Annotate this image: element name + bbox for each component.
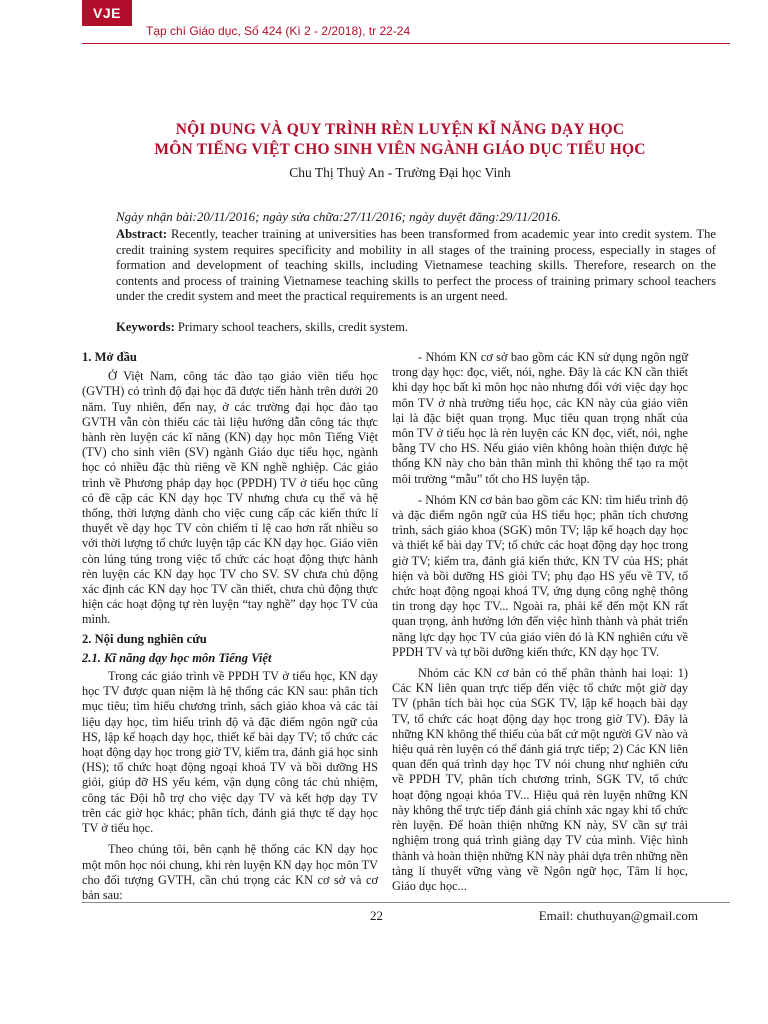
skills-paragraph: Trong các giáo trình về PPDH TV ở tiểu học, KN dạy học TV được quan niệm là hệ thống các KN sau: phân tích mục tiêu; tìm hiểu chương trình, sách giáo khoa và các tài liệu dạy học, tìm hiểu trình độ và đặc điểm ngôn ngữ của HS, lập kế hoạch dạy học, thiết kế bài dạy TV; tổ chức các hoạt động dạy học trong giờ TV, kiểm tra, đánh giá học sinh (HS); tổ chức hoạt động ngoại khoá TV và bồi dưỡng HS giỏi, giúp đỡ HS yếu kém, vận dụng công tác chủ nhiệm, công tác Đội hỗ trợ cho việc dạy TV và kết hợp dạy TV trên các giờ học khác; phân tích, đánh giá thực tế dạy học TV ở tiểu học.	[82, 669, 378, 836]
left-column	[82, 350, 378, 905]
abstract-text: Recently, teacher training at universities has been transformed from academic year into credit system. The credit training system requires specificity and mobility in all stages of the training process, especially in stages of formation and development of teaching skills, including Vietnamese teaching skills. Therefore, research on the contents and process of training Vietnamese teaching skills to perfect the process of training primary school teachers under the credit system and meet the practical requirements is an urgent need.	[116, 227, 716, 304]
keywords-text: Primary school teachers, skills, credit system.	[174, 320, 409, 334]
base-skills-paragraph: - Nhóm KN cơ sở bao gồm các KN sử dụng ngôn ngữ trong dạy học: đọc, viết, nói, nghe. Đây là các KN cần thiết khi dạy học bất kì môn học nào nhưng đối với việc dạy học môn TV ở nhà trường tiểu học, các KN này của giáo viên lại là đặc biệt quan trọng. Mục tiêu quan trọng nhất của môn TV ở tiểu học là rèn luyện các KN đọc, viết, nói, nghe bằng TV cho HS. Nếu giáo viên không hoàn thiện được hệ thống KN này cho bản thân mình thì không thể tạo ra một môi trường “mẫu” tốt cho HS luyện tập.	[392, 350, 688, 486]
abstract	[116, 227, 716, 305]
intro-paragraph: Ở Việt Nam, công tác đào tạo giáo viên tiểu học (GVTH) có trình độ đại học đã được tiến hành trên dưới 20 năm. Tuy nhiên, đến nay, ở các trường đại học đào tạo GVTH vẫn còn thiếu các tài liệu hướng dẫn công tác thực hành rèn luyện các kĩ năng (KN) dạy học môn Tiếng Việt (TV) cho sinh viên (SV) ngành Giáo dục tiểu học, ngành học có nhiều đặc thù riêng về KN nghề nghiệp. Các giáo trình về Phương pháp dạy học (PPDH) TV ở tiểu học cũng có đề cập các KN dạy học TV nhưng chưa cụ thể và hệ thống, thời lượng dành cho việc cung cấp các kiến thức lí thuyết về dạy học TV còn chiếm tỉ lệ cao hơn rất nhiều so với thời lượng tổ chức luyện tập các KN dạy học. Giáo viên còn lúng túng trong việc tổ chức các hoạt động thực hành rèn luyện các KN dạy học TV cho SV. SV chưa chủ động xác định các KN dạy học TV cần thiết, chưa chủ động thực hiện các hoạt động tự rèn luyện “tay nghề” dạy học TV của mình.	[82, 369, 378, 627]
opinion-paragraph: Theo chúng tôi, bên cạnh hệ thống các KN dạy học một môn học nói chung, khi rèn luyện KN dạy học môn TV cho đối tượng GVTH, cần chú trọng các KN cơ sở và cơ bản sau:	[82, 842, 378, 902]
article-title	[80, 120, 720, 160]
section-heading-content: 2. Nội dung nghiên cứu	[82, 631, 207, 646]
author-line: Chu Thị Thuỷ An - Trường Đại học Vinh	[289, 165, 511, 180]
core-skills-paragraph: - Nhóm KN cơ bản bao gồm các KN: tìm hiểu trình độ và đặc điểm ngôn ngữ của HS tiểu học; phân tích chương trình, sách giáo khoa (SGK) môn TV; lập kế hoạch dạy học và thiết kế bài dạy TV; tổ chức các hoạt động dạy học trong giờ TV; kiểm tra, đánh giá kiến thức, KN TV của HS; phát hiện và bồi dưỡng HS giỏi TV; phụ đạo HS yếu về TV, tổ chức hoạt động ngoại khoá TV, ứng dụng công nghệ thông tin trong dạy học TV... Ngoài ra, phải kể đến một KN rất quan trọng, ảnh hưởng lớn đến việc hình thành và phát triển năng lực dạy học TV của giáo viên đó là KN nghiên cứu về PPDH TV và tự bồi dưỡng kiến thức, KN dạy học TV.	[392, 492, 688, 659]
classification-paragraph: Nhóm các KN cơ bản có thể phân thành hai loại: 1) Các KN liên quan trực tiếp đến việc tổ chức một giờ dạy TV (phân tích bài học của SGK TV, lập kế hoạch bài dạy TV, tổ chức các hoạt động dạy học trong giờ TV). Đây là những KN không thể thiếu của bất cứ một người GV nào và hiệu quả rèn luyện có thể đánh giá trực tiếp; 2) Các KN liên quan đến quá trình dạy học TV nói chung như nghiên cứu về PPDH TV, phân tích chương trình, SGK TV, tổ chức hoạt động ngoại khóa TV... Hiệu quả rèn luyện những KN này không thể trực tiếp đánh giá chính xác ngay khi tổ chức rèn luyện. Để hoàn thiện những KN này, SV cần sự trải nghiệm trong quá trình giảng dạy TV của mình. Việc hình thành và hoàn thiện những KN này phải dựa trên những nền tảng lí thuyết vững vàng về Ngôn ngữ học, Tâm lí học, Giáo dục học...	[392, 666, 688, 893]
right-column	[392, 350, 688, 896]
journal-citation: Tạp chí Giáo dục, Số 424 (Kì 2 - 2/2018), tr 22-24	[146, 24, 411, 38]
abstract-label: Abstract:	[116, 227, 168, 241]
footer-rule	[82, 902, 730, 903]
subsection-heading-skills: 2.1. Kĩ năng dạy học môn Tiếng Việt	[82, 650, 272, 665]
keywords	[116, 320, 716, 335]
author-email: Email: chuthuyan@gmail.com	[538, 908, 698, 923]
keywords-label: Keywords:	[116, 320, 175, 334]
title-line-1: NỘI DUNG VÀ QUY TRÌNH RÈN LUYỆN KĨ NĂNG DẠY HỌC	[175, 121, 625, 138]
title-line-2: MÔN TIẾNG VIỆT CHO SINH VIÊN NGÀNH GIÁO DỤC TIỂU HỌC	[154, 141, 646, 158]
received-dates: Ngày nhận bài:20/11/2016; ngày sửa chữa:27/11/2016; ngày duyệt đăng:29/11/2016.	[116, 209, 561, 224]
section-heading-intro: 1. Mở đầu	[82, 350, 137, 364]
journal-badge: VJE	[82, 0, 132, 26]
page-number: 22	[370, 908, 383, 923]
